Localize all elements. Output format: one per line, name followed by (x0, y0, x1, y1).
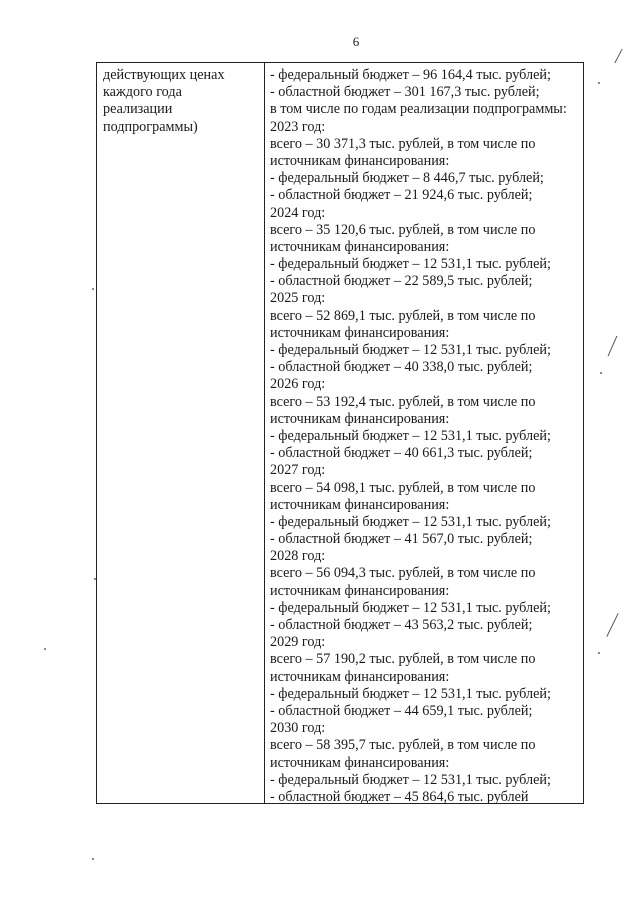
funding-line: в том числе по годам реализации подпрограммы: (270, 101, 567, 118)
funding-line: всего – 53 192,4 тыс. рублей, в том числе по (270, 393, 536, 410)
funding-line: - областной бюджет – 43 563,2 тыс. рублей; (270, 617, 533, 633)
funding-line: - федеральный бюджет – 12 531,1 тыс. рублей; (270, 427, 551, 444)
funding-line: - областной бюджет – 45 864,6 тыс. рублей (270, 788, 529, 805)
margin-mark (606, 613, 618, 637)
funding-line: 2026 год: (270, 376, 326, 393)
scan-speck (92, 858, 94, 860)
funding-line: - федеральный бюджет – 96 164,4 тыс. рублей; (270, 67, 551, 83)
funding-line: 2023 год: (270, 118, 326, 135)
label-line: каждого года (103, 84, 182, 101)
funding-line: - областной бюджет – 44 659,1 тыс. рублей; (270, 702, 533, 719)
funding-line: источникам финансирования: (270, 496, 450, 513)
margin-mark (608, 336, 618, 357)
funding-line: - областной бюджет – 41 567,0 тыс. рублей; (270, 531, 533, 548)
funding-line: источникам финансирования: (270, 754, 450, 771)
funding-line: источникам финансирования: (270, 668, 450, 685)
funding-line: всего – 56 094,3 тыс. рублей, в том числе по (270, 565, 536, 582)
funding-line: источникам финансирования: (270, 152, 450, 169)
funding-line: всего – 30 371,3 тыс. рублей, в том числе по (270, 135, 536, 152)
funding-line: - федеральный бюджет – 8 446,7 тыс. рублей; (270, 170, 544, 187)
funding-line: 2029 год: (270, 634, 326, 651)
scan-speck (598, 652, 600, 654)
scan-speck (92, 288, 94, 290)
funding-line: источникам финансирования: (270, 410, 450, 427)
funding-line: всего – 54 098,1 тыс. рублей, в том числе по (270, 479, 536, 496)
table-cell-label (97, 63, 265, 803)
funding-line: 2025 год: (270, 290, 326, 307)
funding-line: - федеральный бюджет – 12 531,1 тыс. рублей; (270, 599, 551, 616)
margin-mark (614, 49, 622, 64)
funding-line: 2027 год: (270, 462, 326, 479)
funding-line: всего – 58 395,7 тыс. рублей, в том числе по (270, 737, 536, 754)
scan-speck (598, 82, 600, 84)
funding-line: источникам финансирования: (270, 324, 450, 341)
funding-line: - федеральный бюджет – 12 531,1 тыс. рублей; (270, 342, 551, 358)
funding-line: всего – 35 120,6 тыс. рублей, в том числе по (270, 221, 536, 238)
funding-line: - федеральный бюджет – 12 531,1 тыс. рублей; (270, 771, 551, 788)
label-line: действующих ценах (103, 67, 225, 83)
funding-line: источникам финансирования: (270, 238, 450, 255)
funding-line: - областной бюджет – 22 589,5 тыс. рублей; (270, 273, 533, 290)
funding-line: - областной бюджет – 40 338,0 тыс. рублей; (270, 359, 533, 376)
funding-line: всего – 57 190,2 тыс. рублей, в том числе по (270, 651, 536, 668)
table-cell-funding (265, 63, 583, 803)
scan-speck (44, 648, 46, 650)
funding-line: - федеральный бюджет – 12 531,1 тыс. рублей; (270, 256, 551, 273)
funding-line: 2030 год: (270, 720, 326, 737)
funding-line: - федеральный бюджет – 12 531,1 тыс. рублей; (270, 513, 551, 530)
funding-line: - областной бюджет – 21 924,6 тыс. рублей; (270, 187, 533, 204)
label-line: реализации (103, 101, 173, 118)
funding-line: источникам финансирования: (270, 582, 450, 599)
scan-speck (600, 372, 602, 374)
funding-table (96, 62, 584, 804)
funding-line: - областной бюджет – 40 661,3 тыс. рублей; (270, 445, 533, 462)
funding-line: 2024 год: (270, 204, 326, 221)
label-line: подпрограммы) (103, 118, 198, 135)
funding-line: 2028 год: (270, 548, 326, 565)
page-number: 6 (352, 34, 360, 49)
funding-line: - федеральный бюджет – 12 531,1 тыс. рублей; (270, 685, 551, 702)
scan-speck (94, 578, 96, 580)
funding-line: - областной бюджет – 301 167,3 тыс. рублей; (270, 84, 540, 101)
funding-line: всего – 52 869,1 тыс. рублей, в том числе по (270, 307, 536, 324)
